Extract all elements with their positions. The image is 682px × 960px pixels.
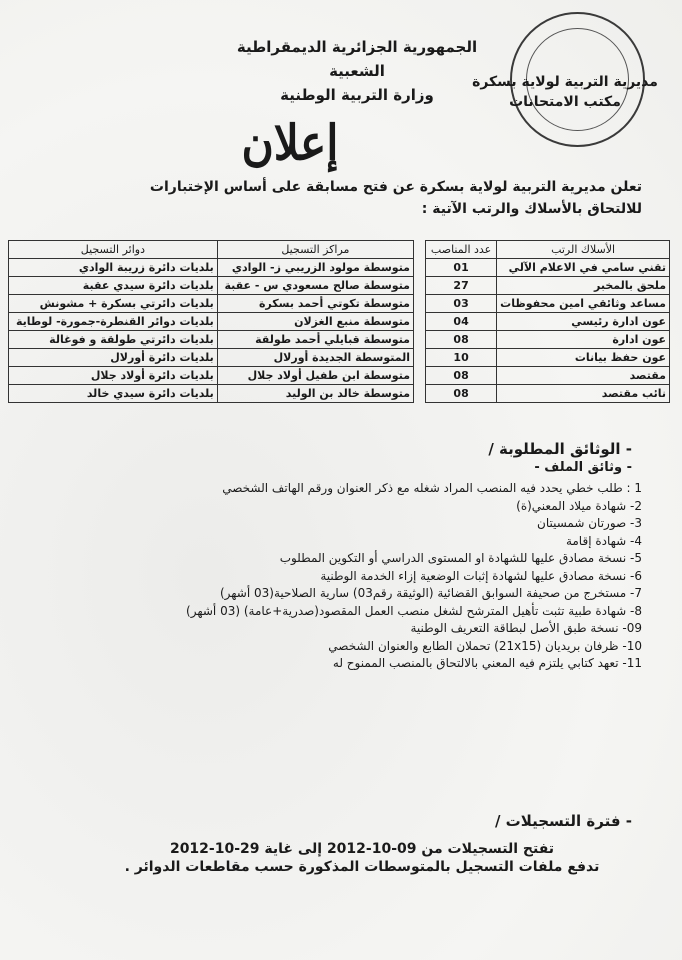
positions-count: 08 (426, 331, 497, 349)
registration-center: متوسطة مولود الزريبي ز- الوادي (217, 259, 413, 277)
rank-name: مقتصد (497, 367, 670, 385)
positions-count: 04 (426, 313, 497, 331)
rank-name: عون حفظ بيانات (497, 349, 670, 367)
list-item: 11- تعهد كتابي يلتزم فيه المعني بالالتحاق بالمنصب الممنوح له (332, 656, 642, 670)
rank-name: ملحق بالمخبر (497, 277, 670, 295)
table-row (9, 367, 414, 385)
positions-count: 01 (426, 259, 497, 277)
table-row (426, 349, 670, 367)
positions-count: 03 (426, 295, 497, 313)
positions-count: 10 (426, 349, 497, 367)
rank-name: نائب مقتصد (497, 385, 670, 403)
registration-center: المتوسطة الجديدة أورلال (217, 349, 413, 367)
list-item: 10- ظرفان بريديان (21x15) تحملان الطابع والعنوان الشخصي (328, 638, 642, 653)
registration-dates (82, 840, 642, 876)
registration-center: متوسطة تكوتي أحمد بسكرة (217, 295, 413, 313)
intro-line-2: للالتحاق بالأسلاك والرتب الآتية : (421, 201, 642, 217)
registration-district: بلديات دائرتي طولقة و فوغالة (9, 331, 218, 349)
list-item: 6- نسخة مصادق عليها لشهادة إثبات الوضعية إزاء الخدمة الوطنية (320, 568, 642, 583)
rank-name: مساعد وثائقي امين محفوظات (497, 295, 670, 313)
republic-name: الجمهورية الجزائرية الديمقراطية الشعبية (236, 38, 478, 80)
page-title: إعلان (241, 115, 339, 172)
registration-heading: - فترة التسجيلات / (494, 812, 632, 830)
positions-count: 27 (426, 277, 497, 295)
list-item: 8- شهادة طبية تثبت تأهيل المترشح لشغل منصب العمل المقصود(صدرية+عامة) (03 أشهر) (186, 603, 642, 618)
directorate-block (470, 72, 660, 112)
table-row (426, 277, 670, 295)
table-row (426, 331, 670, 349)
registration-period: تفتح التسجيلات من 09-10-2012 إلى غاية 29-10-2012 (169, 841, 555, 857)
centers-table (8, 240, 414, 403)
registration-district: بلديات دائرة سيدي خالد (9, 385, 218, 403)
table-row (426, 385, 670, 403)
table-row (9, 277, 414, 295)
registration-center: متوسطة صالح مسعودي س - عقبة (217, 277, 413, 295)
table-row (9, 331, 414, 349)
list-item: 3- صورتان شمسيتان (537, 516, 642, 530)
table-row (9, 313, 414, 331)
documents-heading: - الوثائق المطلوبة / (488, 440, 632, 458)
column-header: الأسلاك الرتب (497, 241, 670, 259)
registration-center: متوسطة خالد بن الوليد (217, 385, 413, 403)
column-header: دوائر التسجيل (9, 241, 218, 259)
table-row (9, 349, 414, 367)
registration-district: بلديات دائرة أورلال (9, 349, 218, 367)
registration-district: بلديات دوائر القنطرة-جمورة- لوطاية (9, 313, 218, 331)
registration-note: تدفع ملفات التسجيل بالمتوسطات المذكورة حسب مقاطعات الدوائر . (124, 859, 600, 875)
list-item: 1 : طلب خطي يحدد فيه المنصب المراد شغله مع ذكر العنوان ورقم الهاتف الشخصي (222, 481, 642, 495)
ministry-name: وزارة التربية الوطنية (280, 86, 434, 104)
table-row (426, 295, 670, 313)
table-row (426, 367, 670, 385)
table-row (426, 313, 670, 331)
directorate-name: مديرية التربية لولاية بسكرة (472, 74, 658, 90)
registration-district: بلديات دائرة سيدي عقبة (9, 277, 218, 295)
registration-district: بلديات دائرتي بسكرة + مشونش (9, 295, 218, 313)
official-header (222, 35, 492, 107)
list-item: 09- نسخة طبق الأصل لبطاقة التعريف الوطنية (410, 621, 642, 635)
intro-line-1: تعلن مديرية التربية لولاية بسكرة عن فتح مسابقة على أساس الإختبارات (149, 179, 642, 195)
registration-center: متوسطة قبايلي أحمد طولقة (217, 331, 413, 349)
column-header: مراكز التسجيل (217, 241, 413, 259)
list-item: 7- مستخرج من صحيفة السوابق القضائية (الوثيقة رقم03) سارية الصلاحية(03 أشهر) (219, 586, 642, 600)
table-row (9, 295, 414, 313)
ranks-table (425, 240, 670, 403)
registration-center: متوسطة ابن طفيل أولاد جلال (217, 367, 413, 385)
table-row (9, 385, 414, 403)
table-row (426, 259, 670, 277)
rank-name: عون ادارة رئيسي (497, 313, 670, 331)
rank-name: تقني سامي في الاعلام الآلي (497, 259, 670, 277)
documents-list (42, 480, 642, 673)
registration-district: بلديات دائرة زريبة الوادي (9, 259, 218, 277)
list-item: 4- شهادة إقامة (565, 533, 642, 548)
column-header: عدد المناصب (426, 241, 497, 259)
list-item: 5- نسخة مصادق عليها للشهادة او المستوى الدراسي أو التكوين المطلوب (279, 551, 642, 565)
positions-count: 08 (426, 385, 497, 403)
office-name: مكتب الامتحانات (509, 94, 621, 110)
announcement-intro (22, 176, 642, 220)
list-item: 2- شهادة ميلاد المعني(ة) (516, 498, 642, 513)
registration-district: بلديات دائرة أولاد جلال (9, 367, 218, 385)
positions-count: 08 (426, 367, 497, 385)
documents-subheading: - وثائق الملف - (534, 460, 632, 475)
registration-center: متوسطة منبع الغزلان (217, 313, 413, 331)
table-row (9, 259, 414, 277)
rank-name: عون ادارة (497, 331, 670, 349)
